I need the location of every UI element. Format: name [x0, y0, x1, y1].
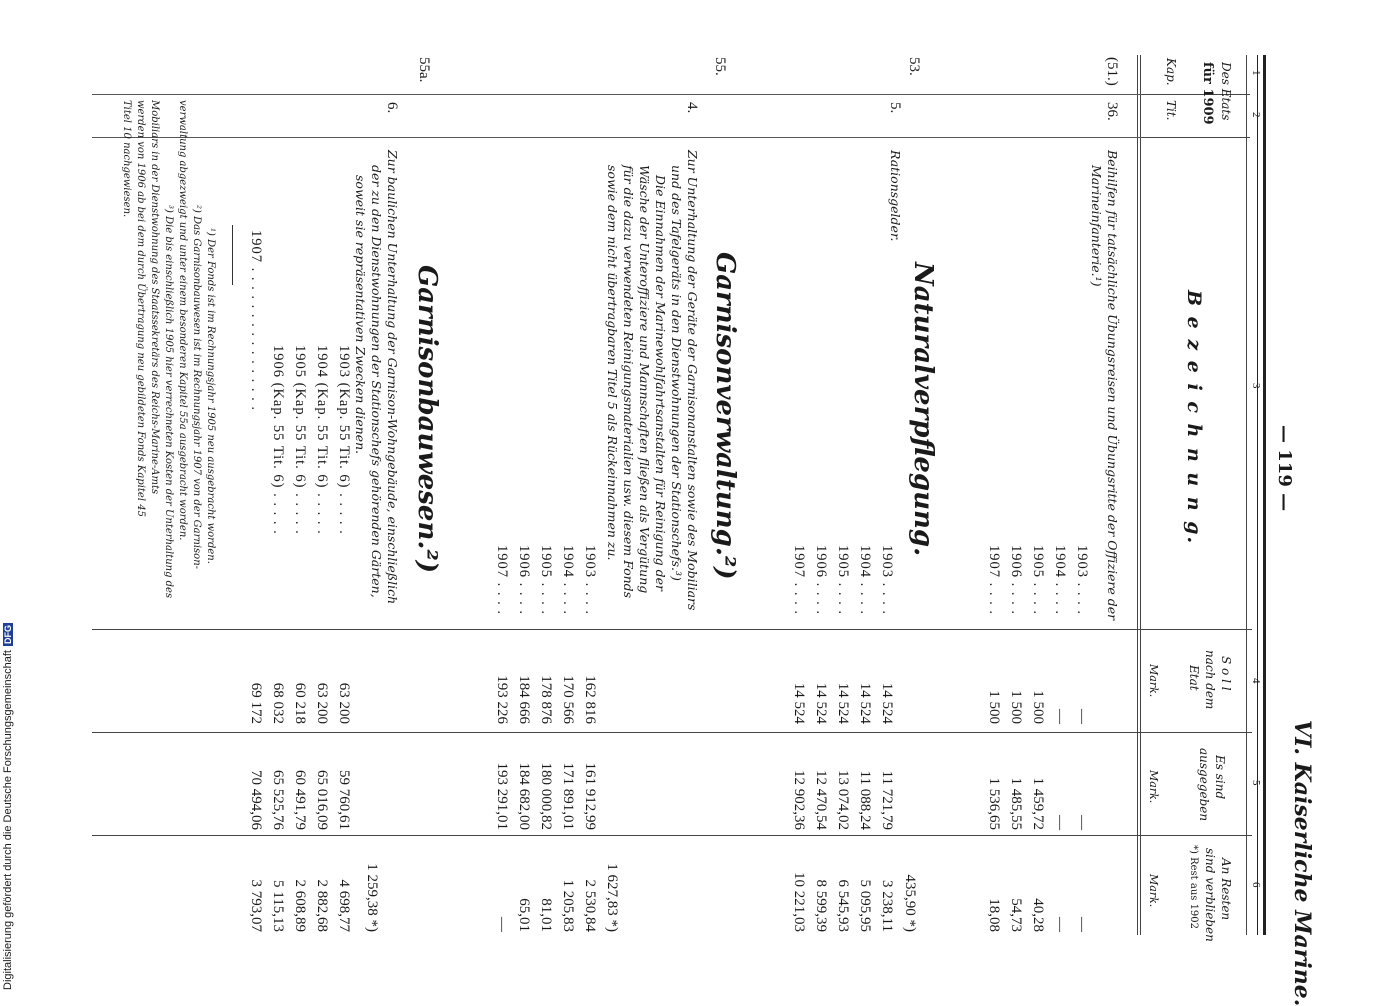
entry-1-line-2: Marineinfanterie.¹)	[1089, 165, 1104, 287]
entry-2-row-4-soll: 14 524	[835, 682, 851, 724]
entry-1-row-1-soll: —	[1074, 709, 1090, 724]
header-rule-1	[1140, 55, 1141, 935]
entry-2-row-6-rest: 10 221,03	[791, 872, 807, 932]
entry-4-row-6-rest: 3 793,07	[248, 879, 264, 932]
entry-4-row-3-rest: 2 882,68	[314, 879, 330, 932]
entry-3-row-3-year: 1904 . . . .	[560, 545, 576, 615]
col-number-rule	[1246, 55, 1247, 935]
header-fuer-1909: für 1909	[1200, 62, 1215, 125]
col-num-6: 6	[1250, 882, 1262, 888]
entry-3-line-6: sowie dem nicht übertragbaren Titel 5 als Rückeinnahmen zu.	[605, 165, 620, 561]
entry-3-line-1: Zur Unterhaltung der Geräte der Garnisonanstalten sowie des Mobiliars	[685, 150, 700, 611]
entry-3-row-3-soll: 170 566	[560, 675, 576, 724]
entry-1-tit: 36.	[1104, 102, 1120, 121]
footnote-5: Mobiliars in der Dienstwohnung des Staatssekretärs des Reichs-Marine-Amts	[149, 100, 160, 495]
header-soll-nach: nach dem	[1203, 650, 1217, 710]
entry-2-row-5-ausg: 12 470,54	[813, 770, 829, 830]
entry-2-row-4-year: 1905 . . . .	[835, 545, 851, 615]
entry-3-row-6-year: 1907 . . . .	[494, 545, 510, 615]
entry-2-tit: 5.	[887, 102, 903, 114]
digitization-text: Digitalisierung gefördert durch die Deutsche Forschungsgemeinschaft	[2, 650, 14, 990]
entry-4-row-1-rest: 1 259,38 *)	[364, 863, 380, 932]
entry-2-row-5-rest: 8 599,39	[813, 879, 829, 932]
entry-4-row-6-year: 1907 . . . . . . . . . . . . . . . .	[248, 230, 264, 411]
entry-2-row-4-ausg: 13 074,02	[835, 770, 851, 830]
entry-2-row-5-year: 1906 . . . .	[813, 545, 829, 615]
entry-3-row-5-rest: 65,01	[516, 898, 532, 932]
entry-2-line-1: Rationsgelder.	[888, 150, 903, 242]
entry-1-row-2-ausg: —	[1052, 815, 1068, 830]
entry-3-row-3-ausg: 171 891,01	[560, 762, 576, 830]
entry-4-row-3-year: 1904 (Kap. 55 Tit. 6) . . . . .	[314, 345, 330, 535]
entry-3-row-4-soll: 178 876	[538, 675, 554, 724]
col-num-4: 4	[1250, 678, 1262, 684]
entry-2-row-3-ausg: 11 088,24	[857, 770, 873, 830]
entry-1-row-2-soll: —	[1052, 709, 1068, 724]
entry-3-row-2-soll: 162 816	[582, 675, 598, 724]
entry-2-row-4-rest: 6 545,93	[835, 879, 851, 932]
top-rule-thick	[1263, 55, 1266, 935]
header-ausg-unit: Mark.	[1147, 770, 1160, 804]
col-div-1	[1140, 94, 1250, 95]
footnote-3: verwaltung abgezweigt und unter einem besonderen Kapitel 55a ausgebracht worden.	[177, 100, 188, 541]
entry-2-row-3-rest: 5 095,95	[857, 879, 873, 932]
entry-2-row-6-soll: 14 524	[791, 682, 807, 724]
entry-4-line-3: soweit sie repräsentativen Zwecken dienen.	[353, 175, 368, 455]
header-rest-3: *) Rest aus 1902	[1188, 845, 1199, 930]
entry-3-row-6-rest: —	[494, 917, 510, 932]
entry-2-kap: 53.	[906, 57, 922, 76]
header-tit: Tit.	[1164, 100, 1178, 121]
entry-4-row-6-ausg: 70 494,06	[248, 770, 264, 830]
entry-2-row-2-year: 1903 . . . .	[879, 545, 895, 615]
entry-4-row-5-soll: 68 032	[270, 682, 286, 724]
entry-1-row-4-ausg: 1 485,55	[1008, 777, 1024, 830]
entry-3-row-4-year: 1905 . . . .	[538, 545, 554, 615]
digitization-note	[2, 623, 14, 990]
entry-1-row-5-ausg: 1 536,65	[986, 777, 1002, 830]
entry-4-row-2-year: 1903 (Kap. 55 Tit. 6) . . . . .	[336, 345, 352, 535]
entry-1-row-3-year: 1905 . . . .	[1030, 545, 1046, 615]
entry-2-row-2-soll: 14 524	[879, 682, 895, 724]
entry-2-row-5-soll: 14 524	[813, 682, 829, 724]
entry-3-row-6-soll: 193 226	[494, 675, 510, 724]
kap-tit-div	[92, 94, 1142, 95]
entry-4-row-4-rest: 2 608,89	[292, 879, 308, 932]
entry-3-row-5-soll: 184 666	[516, 675, 532, 724]
entry-3-row-4-rest: 81,01	[538, 898, 554, 932]
entry-1-row-3-soll: 1 500	[1030, 690, 1046, 724]
col-num-5: 5	[1250, 780, 1262, 786]
entry-4-kap: 55a.	[416, 57, 432, 83]
col-num-2: 2	[1250, 112, 1262, 118]
col-div-2	[1140, 137, 1250, 138]
entry-2-row-1-rest: 435,90 *)	[902, 874, 918, 932]
header-soll-etat: Etat	[1187, 665, 1201, 691]
entry-1-row-1-ausg: —	[1074, 815, 1090, 830]
entry-1-row-5-year: 1907 . . . .	[986, 545, 1002, 615]
entry-2-row-3-year: 1904 . . . .	[857, 545, 873, 615]
entry-1-row-2-rest: —	[1052, 917, 1068, 932]
entry-2-row-2-ausg: 11 721,79	[879, 770, 895, 830]
page-number: — 119 —	[1274, 425, 1295, 512]
entry-4-line-2: der zu den Dienstwohnungen der Stationschefs gehörenden Gärten,	[369, 165, 384, 598]
entry-1-row-3-rest: 40,28	[1030, 898, 1046, 932]
entry-1-row-4-rest: 54,73	[1008, 898, 1024, 932]
entry-3-row-2-rest: 2 530,84	[582, 879, 598, 932]
entry-4-row-4-ausg: 60 491,79	[292, 770, 308, 830]
footnote-4: ³) Die bis einschließlich 1905 hier verrechneten Kosten der Unterhaltung des	[163, 205, 174, 599]
col-num-3: 3	[1250, 383, 1262, 389]
entry-4-row-3-ausg: 65 016,09	[314, 770, 330, 830]
entry-3-row-2-ausg: 161 912,99	[582, 762, 598, 830]
header-rest-1: An Resten	[1219, 858, 1233, 921]
entry-3-row-2-year: 1903 . . . .	[582, 545, 598, 615]
entry-3-tit: 4.	[684, 102, 700, 114]
section-naturalverpflegung: Naturalverpflegung.	[908, 262, 938, 557]
entry-2-row-2-rest: 3 238,11	[879, 880, 895, 932]
entry-4-row-4-year: 1905 (Kap. 55 Tit. 6) . . . . .	[292, 345, 308, 535]
tit-bez-div	[92, 137, 1142, 138]
header-soll-unit: Mark.	[1147, 664, 1160, 698]
entry-4-row-2-soll: 63 200	[336, 682, 352, 724]
entry-3-line-4: Wäsche der Unteroffiziere und Mannschaften fließen als Vergütung	[637, 165, 652, 594]
entry-3-row-6-ausg: 193 291,01	[494, 762, 510, 830]
header-kap: Kap.	[1164, 58, 1178, 86]
entry-3-line-5: für die dazu verwendeten Reinigungsmaterialien usw. diesem Fonds	[621, 165, 636, 599]
entry-4-row-6-soll: 69 172	[248, 682, 264, 724]
header-soll: S o l l	[1219, 656, 1233, 691]
entry-3-line-3: Die Einnahmen der Marinewohlfahrtsanstalten für Reinigung der	[653, 175, 668, 591]
entry-3-row-1-rest: 1 627,83 *)	[604, 863, 620, 932]
col-div-4	[92, 732, 1252, 733]
entry-3-row-5-ausg: 184 682,00	[516, 762, 532, 830]
entry-1-row-1-year: 1903 . . . .	[1074, 545, 1090, 615]
entry-4-row-5-ausg: 65 525,76	[270, 770, 286, 830]
entry-1-row-3-ausg: 1 459,72	[1030, 777, 1046, 830]
dfg-logo: DFG	[3, 625, 13, 645]
entry-4-row-5-rest: 5 115,13	[270, 880, 286, 932]
entry-1-row-5-rest: 18,08	[986, 898, 1002, 932]
entry-1-row-4-year: 1906 . . . .	[1008, 545, 1024, 615]
entry-4-row-2-ausg: 59 760,61	[336, 770, 352, 830]
top-rule-thin	[1257, 55, 1258, 935]
entry-1-row-5-soll: 1 500	[986, 690, 1002, 724]
entry-3-row-5-year: 1906 . . . .	[516, 545, 532, 615]
header-etat: Des Etats	[1219, 62, 1233, 121]
header-ausg-2: ausgegeben	[1197, 748, 1211, 822]
footnote-rule	[232, 225, 233, 285]
header-rest-unit: Mark.	[1147, 874, 1160, 908]
page-title: VI. Kaiserliche Marine.	[1289, 720, 1315, 1006]
entry-2-row-6-ausg: 12 902,36	[791, 770, 807, 830]
footnote-1: ¹) Der Fonds ist im Rechnungsjahr 1905 neu ausgebracht worden.	[205, 228, 216, 564]
section-garnisonbauwesen: Garnisonbauwesen.²)	[412, 265, 442, 574]
entry-1-row-2-year: 1904 . . . .	[1052, 545, 1068, 615]
entry-4-tit: 6.	[384, 102, 400, 114]
entry-1-line-1: Beihilfen für tatsächliche Übungsreisen und Übungsritte der Offiziere der	[1105, 150, 1120, 621]
header-ausg-1: Es sind	[1213, 755, 1227, 800]
header-rule-2	[1137, 55, 1138, 935]
entry-3-row-4-ausg: 180 000,82	[538, 762, 554, 830]
entry-4-row-5-year: 1906 (Kap. 55 Tit. 6) . . . . .	[270, 345, 286, 535]
entry-3-kap: 55.	[712, 57, 728, 76]
entry-4-row-3-soll: 63 200	[314, 682, 330, 724]
entry-1-row-4-soll: 1 500	[1008, 690, 1024, 724]
footnote-6: werden von 1906 ab bei dem durch Übertragung neu gebildeten Fonds Kapitel 45	[135, 100, 146, 517]
entry-3-line-2: und des Tafelgeräts in den Dienstwohnungen der Stationschefs.³)	[669, 165, 684, 581]
entry-4-line-1: Zur baulichen Unterhaltung der Garnison-Wohngebäude, einschließlich	[385, 150, 400, 605]
entry-2-row-6-year: 1907 . . . .	[791, 545, 807, 615]
header-bezeichnung: B e z e i c h n u n g.	[1183, 290, 1205, 546]
entry-1-row-1-rest: —	[1074, 917, 1090, 932]
col-div-3	[92, 629, 1252, 630]
entry-2-row-3-soll: 14 524	[857, 682, 873, 724]
col-num-1: 1	[1250, 70, 1262, 76]
header-rest-2: sind verblieben	[1203, 848, 1217, 942]
section-garnisonverwaltung: Garnisonverwaltung.²)	[710, 252, 740, 580]
footnote-2: ²) Das Garnisonbauwesen ist im Rechnungsjahr 1907 von der Garnison-	[191, 205, 202, 570]
col-div-5	[92, 835, 1252, 836]
footnote-7: Titel 10 nachgewiesen.	[121, 100, 132, 218]
entry-4-row-2-rest: 4 698,77	[336, 879, 352, 932]
entry-1-kap: (51.)	[1104, 57, 1120, 86]
entry-3-row-3-rest: 1 205,83	[560, 879, 576, 932]
entry-4-row-4-soll: 60 218	[292, 682, 308, 724]
